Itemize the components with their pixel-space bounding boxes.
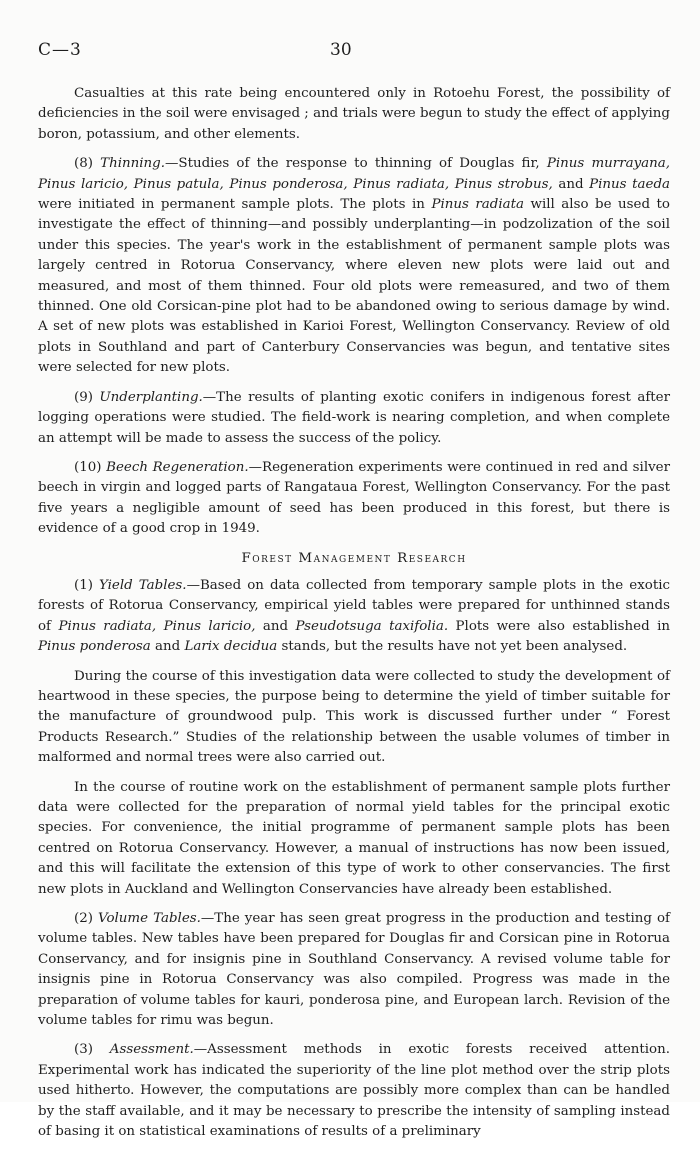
text-run: (8) xyxy=(74,156,101,172)
italic-text: Pinus taeda xyxy=(589,176,670,192)
text-run: Casualties at this rate being encountered only in Rotoehu Forest, the possibility of deficiencies in the soil were envisaged ; and trials were begun to study the effect of applying boron, potassium, and other elements. xyxy=(38,86,670,142)
paragraph-heartwood xyxy=(38,667,670,769)
text-run: stands, but the results have not yet been analysed. xyxy=(277,639,628,655)
text-run: —Studies of the response to thinning of Douglas fir, xyxy=(165,156,547,172)
text-run: (9) xyxy=(74,389,100,405)
text-run: will also be used to investigate the effect of thinning—and possibly underplanting—in podzolization of the soil under this species. The year's work in the establishment of permanent sample plots was largely centred in Rotorua Conservancy, where eleven new plots were laid out and measured, and most of them thinned. Four old plots were remeasured, and two of them thinned. One old Corsican-pine plot had to be abandoned owing to serious damage by wind. A set of new plots was established in Karioi Forest, Wellington Conservancy. Review of old plots in Southland and part of Canterbury Conservancies was begun, and tentative sites were selected for new plots. xyxy=(38,197,670,376)
text-run: (10) xyxy=(74,459,107,475)
italic-text: Underplanting. xyxy=(99,389,203,405)
paragraph-assessment xyxy=(38,1040,670,1142)
italic-text: Pinus ponderosa xyxy=(38,639,151,655)
page-body xyxy=(38,84,670,1152)
text-run: (3) xyxy=(74,1042,110,1058)
italic-text: Yield Tables. xyxy=(99,577,187,593)
italic-text: Assessment. xyxy=(109,1042,194,1058)
italic-text: Larix decidua xyxy=(184,639,278,655)
italic-text: Pinus radiata xyxy=(431,197,524,213)
text-run: and xyxy=(150,639,185,655)
text-run: (2) xyxy=(74,911,99,927)
text-run: and xyxy=(255,618,296,634)
text-run: —Based on data collected from temporary sample plots in the exotic forests of Rotorua Conservancy, empirical yield tables were prepared for unthinned stands of xyxy=(38,577,670,634)
report-code: C—3 xyxy=(38,40,82,60)
text-run: (1) xyxy=(74,577,100,593)
paragraph-yield-tables xyxy=(38,576,670,658)
paragraph-thinning xyxy=(38,154,670,378)
paragraph-underplanting xyxy=(38,388,670,449)
italic-text: Pinus murrayana, Pinus laricio, Pinus patula, Pinus ponderosa, Pinus radiata, Pinus strobus, xyxy=(38,156,670,192)
text-run: In the course of routine work on the establishment of permanent sample plots further data were collected for the preparation of normal yield tables for the principal exotic species. For convenience, the initial programme of permanent sample plots has been centred on Rotorua Conservancy. However, a manual of instructions has now been issued, and this will facilitate the extension of this type of work to other conservancies. The first new plots in Auckland and Wellington Conservancies have already been established. xyxy=(38,779,670,897)
paragraph-routine xyxy=(38,778,670,900)
section-heading: Forest Management Research xyxy=(241,550,467,566)
text-run: and xyxy=(552,176,590,192)
text-run: —The results of planting exotic conifers in indigenous forest after logging operations were studied. The field-work is nearing completion, and when complete an attempt will be made to assess the success of the policy. xyxy=(38,389,670,446)
page-number: 30 xyxy=(330,40,352,60)
italic-text: Volume Tables. xyxy=(98,911,201,927)
paragraph-beech xyxy=(38,458,670,540)
italic-text: Beech Regeneration. xyxy=(106,459,249,475)
paragraph-volume-tables xyxy=(38,909,670,1031)
text-run: —Regeneration experiments were continued in red and silver beech in virgin and logged parts of Rangataua Forest, Wellington Conservancy. For the past five years a negligible amount of seed has been produced in this forest, but there is evidence of a good crop in 1949. xyxy=(38,459,670,537)
text-run: —Assessment methods in exotic forests received attention. Experimental work has indicated the superiority of the line plot method over the strip plots used hitherto. However, the computations are possibly more complex than can be handled by the staff available, and it may be necessary to prescribe the intensity of sampling instead of basing it on statistical examinations of results of a preliminary xyxy=(38,1042,670,1140)
italic-text: Pinus radiata, Pinus laricio, xyxy=(58,618,256,634)
text-run: Plots were also established in xyxy=(448,618,670,634)
paragraph-group-silviculture xyxy=(38,84,670,540)
italic-text: Pseudotsuga taxifolia. xyxy=(295,618,449,634)
paragraph-casualties xyxy=(38,84,670,145)
paragraph-group-forest-management xyxy=(38,576,670,1143)
italic-text: Thinning. xyxy=(100,156,165,172)
text-run: were initiated in permanent sample plots. The plots in xyxy=(38,197,432,213)
text-run: During the course of this investigation data were collected to study the development of heartwood in these species, the purpose being to determine the yield of timber suitable for the manufacture of groundwood pulp. This work is discussed further under “ Forest Products Research.” Studies of the relationship between the usable volumes of timber in malformed and normal trees were also carried out. xyxy=(38,668,670,766)
text-run: —The year has seen great progress in the production and testing of volume tables. New tables have been prepared for Douglas fir and Corsican pine in Rotorua Conservancy, and for insignis pine in Southland Conservancy. A revised volume table for insignis pine in Rotorua Conservancy was also compiled. Progress was made in the preparation of volume tables for kauri, ponderosa pine, and European larch. Revision of the volume tables for rimu was begun. xyxy=(38,911,670,1029)
